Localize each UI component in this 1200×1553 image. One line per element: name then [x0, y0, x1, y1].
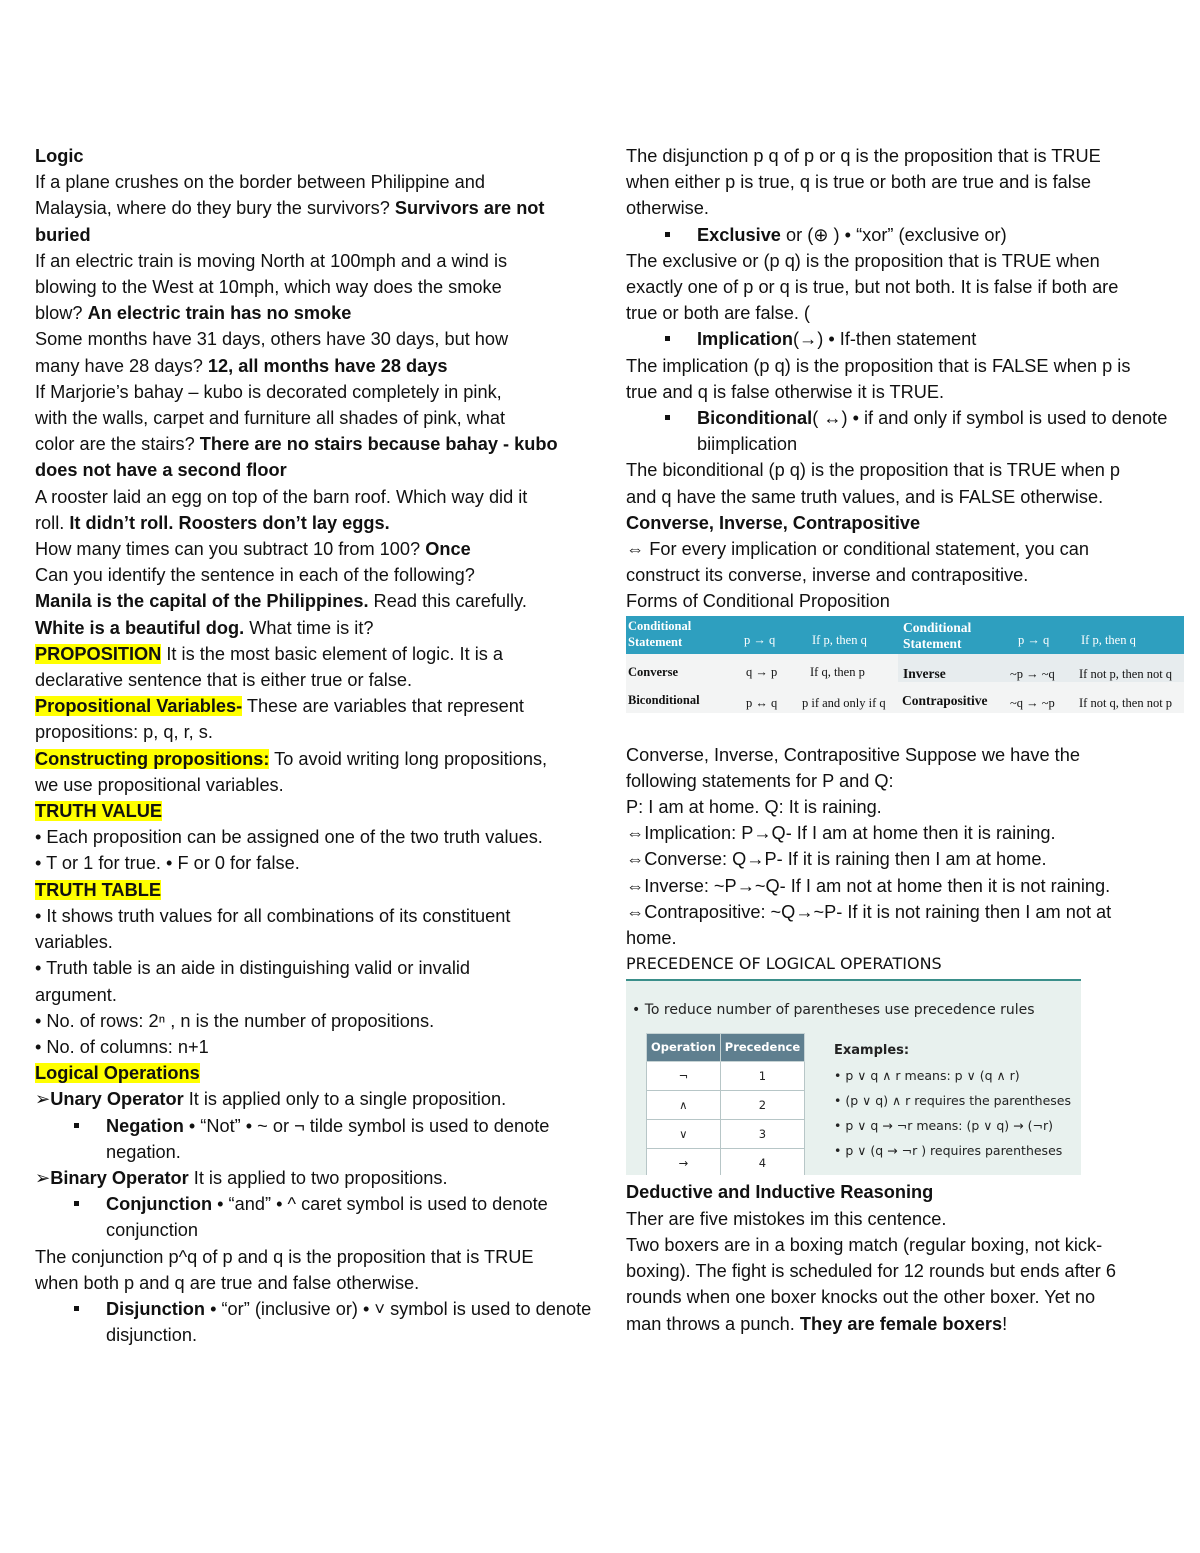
implication-definition: true and q is false otherwise it is TRUE.: [626, 381, 945, 402]
precedence-examples: Examples: • p ∨ q ∧ r means: p ∨ (q ∧ r) • (p ∨ q) ∧ r requires the parentheses • p ∨ q → ¬r means: (p ∨ q) → (¬r) • p ∨ (q → ¬r ) requires parentheses: [834, 1043, 1071, 1159]
example-inverse: ⇔Inverse: ~P→~Q- If I am not at home then it is not raining.: [626, 875, 1111, 896]
conjunction-item: Conjunction • “and” • ^ caret symbol is used to denote conjunction: [35, 1191, 595, 1243]
biconditional-definition: The biconditional (p q) is the proposition that is TRUE when p: [626, 460, 1121, 481]
constructing-propositions-label: Constructing propositions:: [35, 748, 270, 769]
proposition-label: PROPOSITION: [35, 643, 162, 664]
table-row: Conditional Statement p → q If p, then q Conditional Statement p → q If p, then q: [626, 616, 1184, 654]
example-text: P: I am at home. Q: It is raining.: [626, 797, 882, 818]
propositional-variables: Propositional Variables- These are variables that represent: [35, 696, 524, 717]
biconditional-item: Biconditional( ↔) • if and only if symbol is used to denote biimplication: [626, 405, 1186, 457]
converse-inverse-text: construct its converse, inverse and contrapositive.: [626, 565, 1029, 586]
truth-table-item: • Truth table is an aide in distinguishing valid or invalid: [35, 958, 471, 979]
table-row: Biconditional p ↔ q p if and only if q Contrapositive ~q → ~p If not q, then not p: [628, 692, 1173, 710]
proposition-definition: declarative sentence that is either true or false.: [35, 670, 413, 691]
riddle-3-line: Some months have 31 days, others have 30 days, but how: [35, 329, 509, 350]
truth-value-item: • Each proposition can be assigned one of the two truth values.: [35, 827, 543, 848]
conjunction-definition: when both p and q are true and false otherwise.: [35, 1272, 420, 1293]
implication-item: Implication(→) • If-then statement: [626, 326, 1186, 352]
riddle-2-line: blow? An electric train has no smoke: [35, 303, 352, 324]
precedence-heading: PRECEDENCE OF LOGICAL OPERATIONS: [626, 954, 942, 974]
disjunction-definition: The disjunction p q of p or q is the proposition that is TRUE: [626, 146, 1101, 166]
riddle-1-answer: buried: [35, 224, 91, 245]
riddle-5-line: roll. It didn’t roll. Roosters don’t lay eggs.: [35, 512, 390, 533]
left-column: [35, 143, 595, 1348]
biconditional-definition: and q have the same truth values, and is FALSE otherwise.: [626, 486, 1104, 507]
riddle-4-line: color are the stairs? There are no stairs because bahay - kubo: [35, 434, 558, 455]
riddle-4-answer: does not have a second floor: [35, 460, 287, 481]
truth-value-item: • T or 1 for true. • F or 0 for false.: [35, 853, 300, 874]
riddle-3-answer: 12, all months have 28 days: [207, 355, 448, 376]
reasoning-text: rounds when one boxer knocks out the other boxer. Yet no: [626, 1287, 1096, 1308]
riddle-6-line: How many times can you subtract 10 from 100? Once: [35, 539, 471, 560]
riddle-7-line: White is a beautiful dog. What time is it?: [35, 617, 374, 638]
exclusive-or-item: Exclusive or (⊕ ) • “xor” (exclusive or): [626, 222, 1186, 248]
exclusive-or-definition: true or both are false. (: [626, 303, 810, 324]
riddle-7-line: Can you identify the sentence in each of the following?: [35, 565, 475, 586]
table-row: ∧ 2: [647, 1090, 805, 1119]
riddle-1-answer: Survivors are not: [394, 198, 545, 219]
propositional-variables-label: Propositional Variables-: [35, 696, 243, 717]
truth-table-item: • It shows truth values for all combinations of its constituent: [35, 905, 511, 926]
converse-inverse-heading: Converse, Inverse, Contrapositive: [626, 512, 921, 533]
truth-table-item: • No. of rows: 2ⁿ , n is the number of propositions.: [35, 1010, 435, 1031]
example-implication: ⇔Implication: P→Q- If I am at home then it is raining.: [626, 823, 1056, 844]
riddle-4-answer: There are no stairs because bahay - kubo: [199, 434, 558, 455]
reasoning-answer: They are female boxers: [799, 1313, 1003, 1334]
proposition-definition: PROPOSITION It is the most basic element of logic. It is a: [35, 643, 503, 664]
riddle-6-answer: Once: [425, 539, 471, 560]
riddle-4-line: If Marjorie’s bahay – kubo is decorated completely in pink,: [35, 381, 502, 402]
riddle-7-line: Manila is the capital of the Philippines. Read this carefully.: [35, 591, 527, 612]
constructing-propositions: Constructing propositions: To avoid writing long propositions,: [35, 748, 548, 769]
logical-operations-heading: Logical Operations: [35, 1063, 200, 1084]
conjunction-definition: The conjunction p^q of p and q is the proposition that is TRUE: [35, 1246, 534, 1267]
riddle-5-answer: It didn’t roll. Roosters don’t lay eggs.: [69, 512, 390, 533]
table-row: → 4: [647, 1149, 805, 1176]
riddle-2-answer: An electric train has no smoke: [87, 303, 352, 324]
disjunction-item: Disjunction • “or” (inclusive or) • ˅ symbol is used to denote disjunction.: [35, 1296, 595, 1348]
riddle-4-line: with the walls, carpet and furniture all shades of pink, what: [35, 408, 506, 429]
riddle-1-line: If a plane crushes on the border between Philippine and: [35, 172, 485, 193]
exclusive-or-definition: The exclusive or (p q) is the proposition that is TRUE when: [626, 250, 1100, 271]
disjunction-definition: when either p is true, q is true or both are true and is false: [626, 172, 1092, 193]
reasoning-text: Two boxers are in a boxing match (regular boxing, not kick-: [626, 1234, 1103, 1255]
precedence-image: [626, 979, 1081, 1175]
table-row: ¬ 1: [647, 1061, 805, 1090]
reasoning-text: Ther are five mistokes im this centence.: [626, 1208, 947, 1229]
forms-label: Forms of Conditional Proposition: [626, 591, 890, 612]
reasoning-heading: Deductive and Inductive Reasoning: [626, 1182, 934, 1203]
riddle-2-line: blowing to the West at 10mph, which way does the smoke: [35, 277, 502, 298]
riddle-3-line: many have 28 days? 12, all months have 28 days: [35, 355, 448, 376]
example-contrapositive: ⇔Contrapositive: ~Q→~P- If it is not raining then I am not at: [626, 901, 1112, 922]
riddle-2-line: If an electric train is moving North at 100mph and a wind is: [35, 250, 508, 271]
example-contrapositive: home.: [626, 928, 677, 949]
constructing-propositions: we use propositional variables.: [35, 774, 284, 795]
conditional-forms-table: [626, 616, 1184, 713]
page-title: Logic: [35, 146, 84, 166]
unary-operator: ➢Unary Operator It is applied only to a single proposition.: [35, 1089, 507, 1110]
binary-operator: ➢Binary Operator It is applied to two propositions.: [35, 1167, 448, 1188]
example-text: Converse, Inverse, Contrapositive Suppose we have the: [626, 744, 1080, 765]
converse-inverse-text: ⇔ For every implication or conditional statement, you can: [626, 539, 1089, 560]
reasoning-text: boxing). The fight is scheduled for 12 rounds but ends after 6: [626, 1261, 1117, 1282]
disjunction-definition: otherwise.: [626, 198, 709, 219]
reasoning-text: man throws a punch. They are female boxers!: [626, 1313, 1008, 1334]
table-row: ∨ 3: [647, 1120, 805, 1149]
riddle-1-line: Malaysia, where do they bury the survivors? Survivors are not: [35, 198, 545, 219]
precedence-intro: • To reduce number of parentheses use precedence rules: [632, 1002, 1035, 1019]
truth-table-heading: TRUTH TABLE: [35, 879, 161, 900]
right-column: [626, 143, 1186, 1337]
example-text: following statements for P and Q:: [626, 770, 894, 791]
truth-table-item: • No. of columns: n+1: [35, 1036, 209, 1057]
truth-value-heading: TRUTH VALUE: [35, 801, 162, 822]
table-row: Converse q → p If q, then p Inverse ~p → ~q If not p, then not q: [626, 654, 1184, 682]
truth-table-item: argument.: [35, 984, 117, 1005]
riddle-5-line: A rooster laid an egg on top of the barn roof. Which way did it: [35, 486, 528, 507]
negation-item: Negation • “Not” • ~ or ¬ tilde symbol is used to denote negation.: [35, 1113, 595, 1165]
precedence-table: [646, 1033, 805, 1175]
implication-definition: The implication (p q) is the proposition that is FALSE when p is: [626, 355, 1131, 376]
propositional-variables: propositions: p, q, r, s.: [35, 722, 213, 743]
table-row: Operation Precedence: [647, 1034, 805, 1061]
truth-table-item: variables.: [35, 932, 113, 953]
example-converse: ⇔Converse: Q→P- If it is raining then I am at home.: [626, 849, 1047, 870]
exclusive-or-definition: exactly one of p or q is true, but not both. It is false if both are: [626, 277, 1119, 298]
